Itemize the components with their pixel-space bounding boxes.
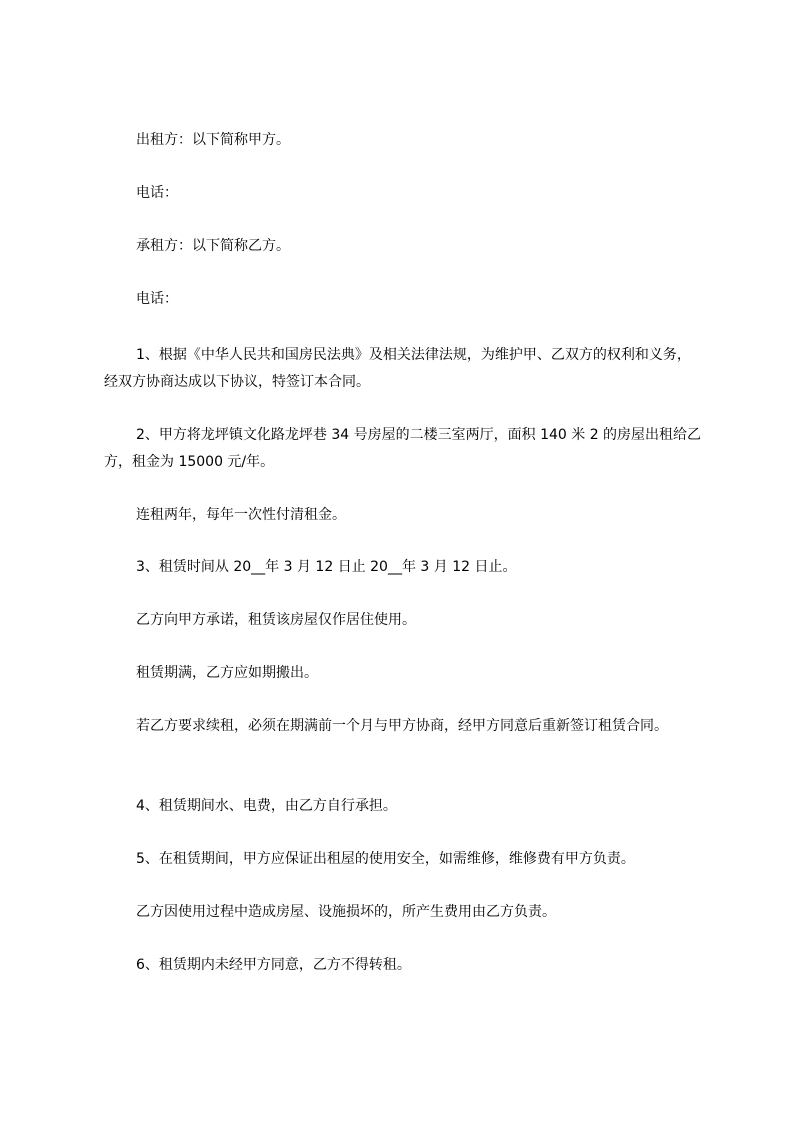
paragraph-clause-4: 4、租赁期间水、电费，由乙方自行承担。 <box>136 798 397 814</box>
paragraph-clause-6: 6、租赁期内未经甲方同意，乙方不得转租。 <box>136 957 411 973</box>
paragraph-lessee: 承租方：以下简称乙方。 <box>136 238 290 254</box>
paragraph-rent-payment: 连租两年，每年一次性付清租金。 <box>136 507 346 523</box>
paragraph-lessor: 出租方：以下简称甲方。 <box>136 132 290 148</box>
paragraph-clause-2: 2、甲方将龙坪镇文化路龙坪巷 34 号房屋的二楼三室两厅，面积 140 米 2 的房屋出租给乙方，租金为 15000 元/年。 <box>104 427 702 470</box>
paragraph-clause-1: 1、根据《中华人民共和国房民法典》及相关法律法规，为维护甲、乙双方的权利和义务，经双方协商达成以下协议，特签订本合同。 <box>104 347 691 390</box>
paragraph-clause-3: 3、租赁时间从 20__年 3 月 12 日止 20__年 3 月 12 日止。 <box>136 559 517 575</box>
paragraph-lessor-phone: 电话： <box>136 185 178 201</box>
paragraph-move-out: 租赁期满，乙方应如期搬出。 <box>136 665 318 681</box>
paragraph-renewal: 若乙方要求续租，必须在期满前一个月与甲方协商，经甲方同意后重新签订租赁合同。 <box>136 718 668 734</box>
paragraph-lessee-phone: 电话： <box>136 291 178 307</box>
paragraph-clause-5: 5、在租赁期间，甲方应保证出租屋的使用安全，如需维修，维修费有甲方负责。 <box>136 851 635 867</box>
paragraph-residential-use: 乙方向甲方承诺，租赁该房屋仅作居住使用。 <box>136 612 416 628</box>
paragraph-damage-liability: 乙方因使用过程中造成房屋、设施损坏的，所产生费用由乙方负责。 <box>136 904 556 920</box>
